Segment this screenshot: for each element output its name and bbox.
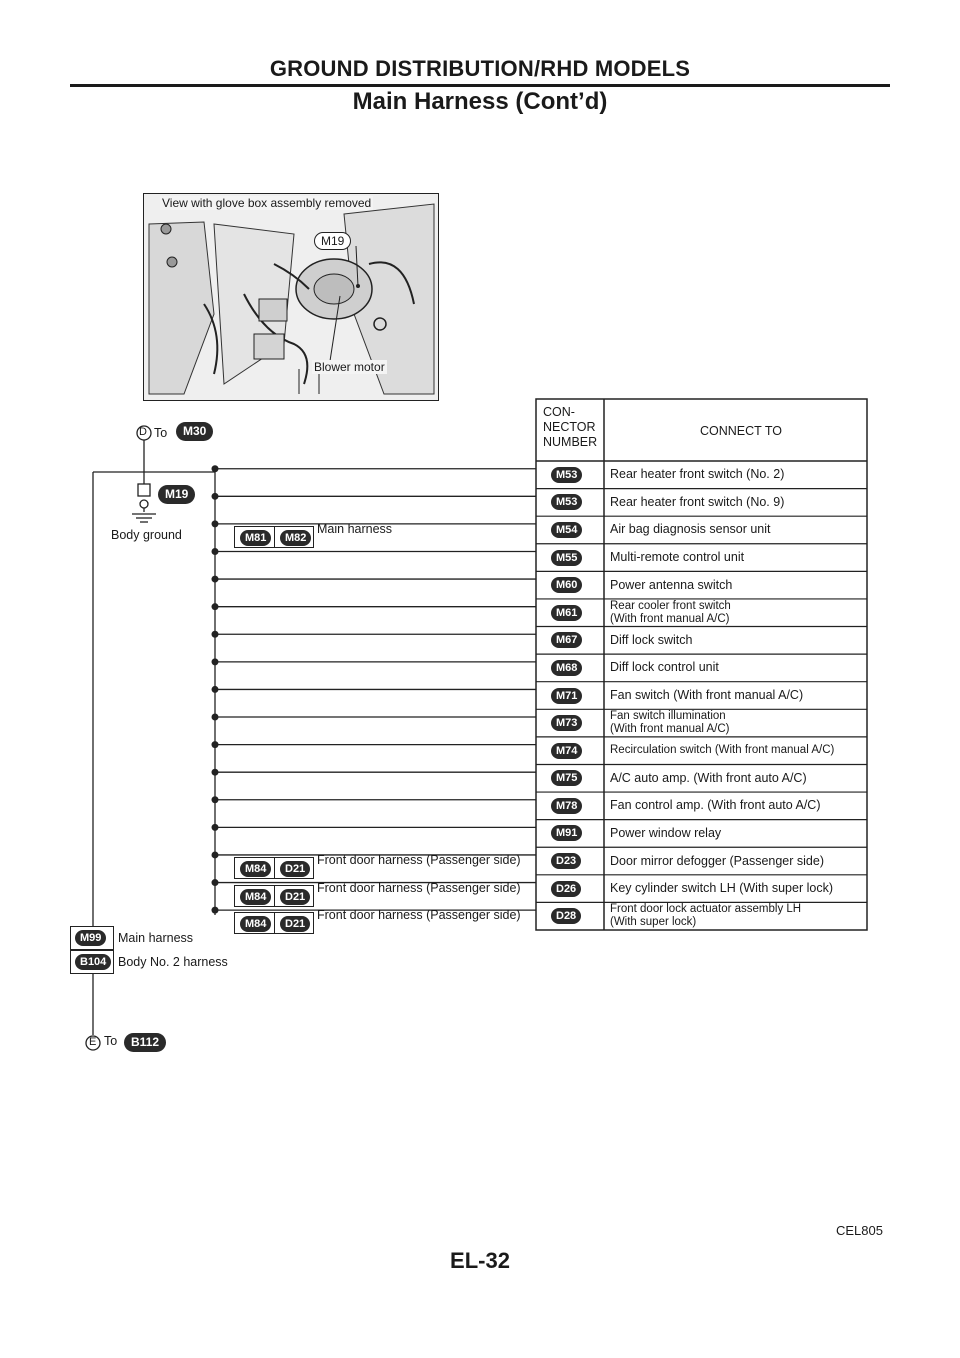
connector-m30-badge: M30: [176, 422, 213, 441]
table-connector-badge: M75: [551, 770, 582, 786]
table-connector-badge: M53: [551, 467, 582, 483]
ground-circle: [140, 500, 148, 508]
junction-dot: [212, 796, 219, 803]
table-header-connector-number: CON- NECTOR NUMBER: [543, 405, 598, 449]
connector-pair-right: [274, 858, 314, 878]
table-connector-badge: M74: [551, 743, 582, 759]
d-connector-letter: D: [139, 426, 147, 438]
connector-box-b104: [70, 950, 114, 974]
body-no2-harness-label: Body No. 2 harness: [118, 955, 228, 969]
junction-dot: [212, 658, 219, 665]
table-destination-text: Power window relay: [610, 825, 722, 840]
table-connector-badge: M53: [551, 494, 582, 510]
body-ground-label: Body ground: [111, 528, 182, 542]
table-connector-badge: M61: [551, 605, 582, 621]
table-connector-badge: M55: [551, 550, 582, 566]
table-connector-badge: M71: [551, 688, 582, 704]
table-destination-text: Diff lock control unit: [610, 660, 719, 675]
connector-m99-badge: M99: [75, 930, 106, 946]
intermediate-connector-pair: [234, 912, 314, 934]
figure-code: CEL805: [836, 1223, 883, 1238]
junction-dot: [212, 714, 219, 721]
table-destination-text: Multi-remote control unit: [610, 550, 745, 565]
connector-pair-left: [235, 886, 274, 906]
junction-dot: [212, 769, 219, 776]
connector-pair-left-badge: M84: [240, 916, 271, 932]
table-destination-text: Key cylinder switch LH (With super lock): [610, 881, 833, 896]
table-connector-badge: M54: [551, 522, 582, 538]
connector-pair-right: [274, 913, 314, 933]
connector-pair-right: [274, 527, 314, 547]
connector-pair-left-badge: M84: [240, 861, 271, 877]
table-destination-text: Fan switch (With front manual A/C): [610, 688, 804, 702]
connector-pair-left: [235, 913, 274, 933]
photo-caption: View with glove box assembly removed: [162, 196, 372, 210]
page-number: EL-32: [450, 1248, 510, 1273]
connector-pair-left-badge: M84: [240, 889, 271, 905]
photo-connector-label: M19: [314, 232, 351, 250]
table-connector-badge: D23: [551, 853, 581, 869]
table-connector-badge: M60: [551, 577, 582, 593]
harness-label: Main harness: [317, 521, 393, 536]
page-section-title: GROUND DISTRIBUTION/RHD MODELS: [269, 56, 691, 81]
table-connector-badge: M78: [551, 798, 582, 814]
connector-pair-right: [274, 886, 314, 906]
table-header-connect-to: CONNECT TO: [700, 424, 782, 438]
table-destination-text: A/C auto amp. (With front auto A/C): [610, 770, 807, 785]
connector-pair-left: [235, 858, 274, 878]
connector-pair-left: [235, 527, 274, 547]
junction-dot: [212, 548, 219, 555]
junction-dot: [212, 741, 219, 748]
table-destination-text: Door mirror defogger (Passenger side): [610, 853, 824, 868]
table-connector-badge: M73: [551, 715, 582, 731]
connector-pair-right-badge: D21: [280, 861, 310, 877]
table-destination-text: Rear heater front switch (No. 9): [610, 494, 785, 509]
table-destination-text: Air bag diagnosis sensor unit: [610, 522, 771, 537]
junction-dot: [212, 520, 219, 527]
harness-label: Front door harness (Passenger side): [317, 880, 521, 895]
connector-pair-right-badge: D21: [280, 916, 310, 932]
table-destination-text: Diff lock switch: [610, 632, 693, 647]
harness-label: Front door harness (Passenger side): [317, 908, 521, 923]
connector-b104-badge: B104: [75, 954, 111, 970]
connector-b112-badge: B112: [124, 1033, 166, 1052]
to-label-bottom: To: [104, 1034, 118, 1048]
junction-dot: [212, 851, 219, 858]
table-connector-badge: M68: [551, 660, 582, 676]
junction-dot: [212, 907, 219, 914]
connector-m19-badge: M19: [158, 485, 195, 504]
connector-pair-right-badge: M82: [280, 530, 311, 546]
table-destination-text: Front door lock actuator assembly LH (With super lock): [610, 903, 802, 929]
table-connector-badge: D26: [551, 881, 581, 897]
intermediate-connector-pair: [234, 857, 314, 879]
page-subtitle: Main Harness (Cont’d): [352, 88, 608, 115]
junction-dot: [212, 576, 219, 583]
ground-square: [138, 484, 150, 496]
table-destination-text: Fan switch illumination (With front manual A/C): [610, 710, 730, 736]
connector-pair-right-badge: D21: [280, 889, 310, 905]
intermediate-connector-pair: [234, 526, 314, 548]
e-connector-letter: E: [89, 1036, 97, 1048]
table-connector-badge: D28: [551, 908, 581, 924]
table-destination-text: Rear cooler front switch (With front manual A/C): [610, 599, 731, 625]
connector-box-m99: [70, 926, 114, 950]
junction-dot: [212, 465, 219, 472]
junction-dot: [212, 879, 219, 886]
intermediate-connector-pair: [234, 885, 314, 907]
connector-pair-left-badge: M81: [240, 530, 271, 546]
table-destination-text: Power antenna switch: [610, 577, 733, 592]
to-label-top: To: [154, 426, 168, 440]
junction-dot: [212, 493, 219, 500]
table-connector-badge: M91: [551, 825, 582, 841]
junction-dot: [212, 631, 219, 638]
table-destination-text: Rear heater front switch (No. 2): [610, 467, 785, 482]
blower-motor-label: Blower motor: [314, 360, 385, 374]
table-destination-text: Fan control amp. (With front auto A/C): [610, 798, 821, 813]
junction-dot: [212, 824, 219, 831]
table-connector-badge: M67: [551, 632, 582, 648]
table-destination-text: Recirculation switch (With front manual A/C): [610, 744, 835, 757]
main-harness-label-left: Main harness: [118, 931, 194, 945]
junction-dot: [212, 603, 219, 610]
junction-dot: [212, 686, 219, 693]
harness-label: Front door harness (Passenger side): [317, 852, 521, 867]
